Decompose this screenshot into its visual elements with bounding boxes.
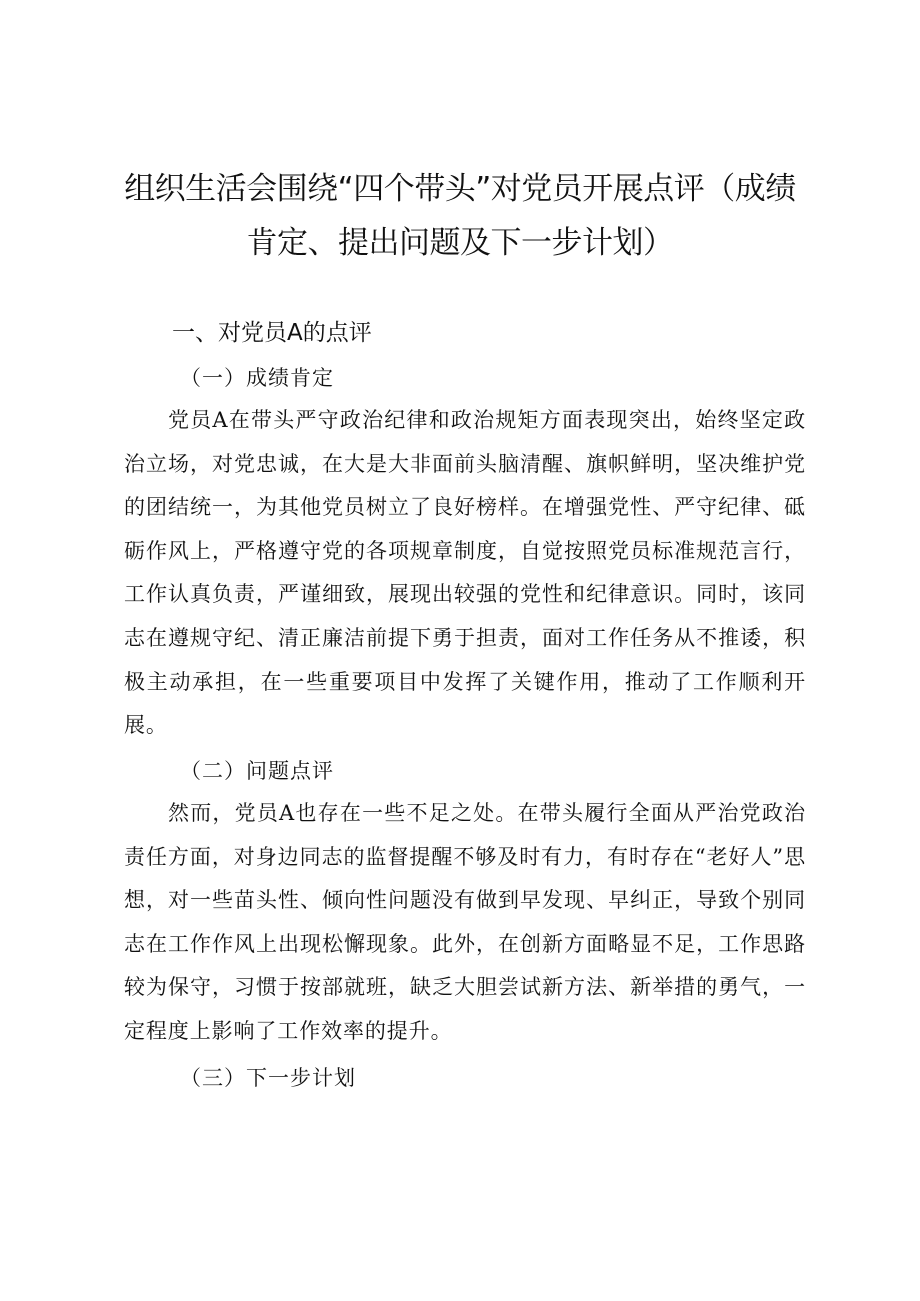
subsection-heading-achievements: （一）成绩肯定 bbox=[180, 366, 334, 390]
paragraph-achievements: 党员A在带头严守政治纪律和政治规矩方面表现突出，始终坚定政治立场，对党忠诚，在大是大非面前头脑清醒、旗帜鲜明，坚决维护党的团结统一，为其他党员树立了良好榜样。在增强党性、严守纪律、砥砺作风上，严格遵守党的各项规章制度，自觉按照党员标准规范言行，工作认真负责，严谨细致，展现出较强的党性和纪律意识。同时，该同志在遵规守纪、清正廉洁前提下勇于担责，面对工作任务从不推诿，积极主动承担，在一些重要项目中发挥了关键作用，推动了工作顺利开展。 bbox=[124, 408, 806, 738]
subsection-heading-next-steps: （三）下一步计划 bbox=[180, 1066, 356, 1090]
subsection-heading-problems: （二）问题点评 bbox=[180, 759, 334, 783]
document-title: 组织生活会围绕“四个带头”对党员开展点评（成绩肯定、提出问题及下一步计划） bbox=[124, 171, 796, 261]
paragraph-problems: 然而，党员A也存在一些不足之处。在带头履行全面从严治党政治责任方面，对身边同志的监督提醒不够及时有力，有时存在“老好人”思想，对一些苗头性、倾向性问题没有做到早发现、早纠正，导致个别同志在工作作风上出现松懈现象。此外，在创新方面略显不足，工作思路较为保守，习惯于按部就班，缺乏大胆尝试新方法、新举措的勇气，一定程度上影响了工作效率的提升。 bbox=[124, 801, 806, 1043]
section-heading: 一、对党员A的点评 bbox=[172, 320, 372, 346]
